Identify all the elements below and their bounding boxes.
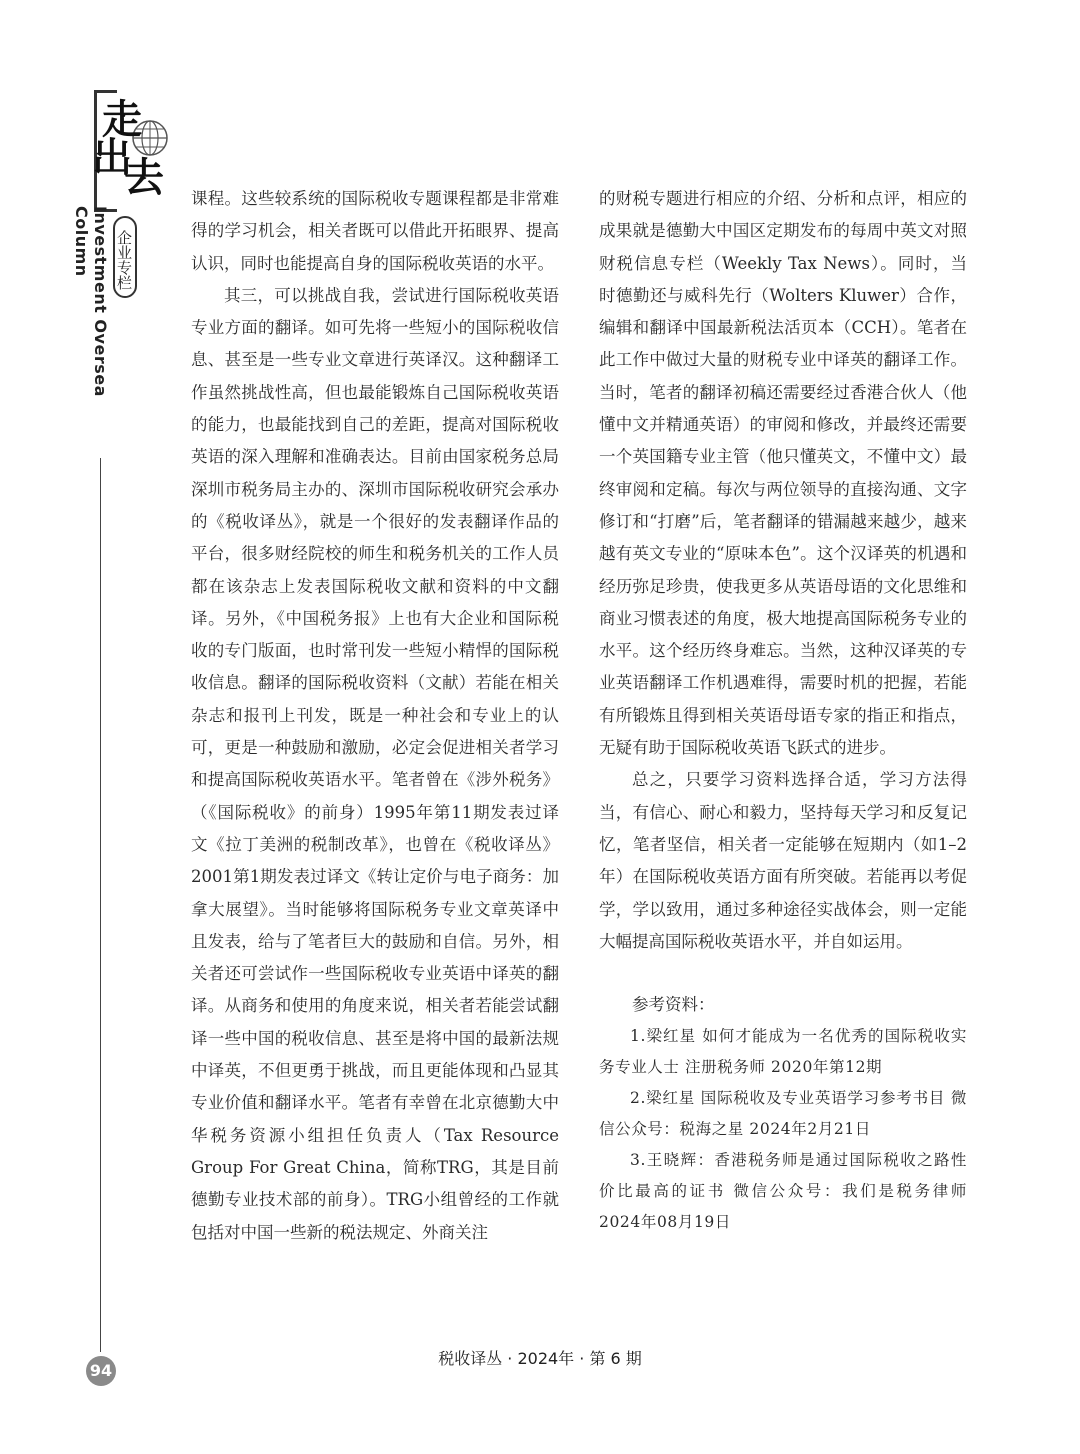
paragraph: 的财税专题进行相应的介绍、分析和点评，相应的成果就是德勤大中国区定期发布的每周中英文对照财税信息专栏（Weekly Tax News）。同时，当时德勤还与威科先行（Wolters Kluwer）合作，编辑和翻译中国最新税法活页本（CCH）。笔者在此工作中做过大量的财税专业中译英的翻译工作。当时，笔者的翻译初稿还需要经过香港合伙人（他懂中文并精通英语）的审阅和修改，并最终还需要一个英国籍专业主管（他只懂英文，不懂中文）最终审阅和定稿。每次与两位领导的直接沟通、文字修订和“打磨”后，笔者翻译的错漏越来越少，越来越有英文专业的“原味本色”。这个汉译英的机遇和经历弥足珍贵，使我更多从英语母语的文化思维和商业习惯表述的角度，极大地提高国际税务专业的水平。这个经历终身难忘。当然，这种汉译英的专业英语翻译工作机遇难得，需要时机的把握，若能有所锻炼且得到相关英语母语专家的指正和指点，无疑有助于国际税收英语飞跃式的进步。	[599, 189, 967, 758]
paragraph: 其三，可以挑战自我，尝试进行国际税收英语专业方面的翻译。如可先将一些短小的国际税收信息、甚至是一些专业文章进行英译汉。这种翻译工作虽然挑战性高，但也最能锻炼自己国际税收英语的能力，也最能找到自己的差距，提高对国际税收英语的深入理解和准确表达。目前由国家税务总局深圳市税务局主办的、深圳市国际税收研究会承办的《税收译丛》，就是一个很好的发表翻译作品的平台，很多财经院校的师生和税务机关的工作人员都在该杂志上发表国际税收文献和资料的中文翻译。另外，《中国税务报》上也有大企业和国际税收的专门版面，也时常刊发一些短小精悍的国际税收信息。翻译的国际税收资料（文献）若能在相关杂志和报刊上刊发，既是一种社会和专业上的认可，更是一种鼓励和激励，必定会促进相关者学习和提高国际税收英语水平。笔者曾在《涉外税务》（《国际税收》的前身）1995年第11期发表过译文《拉丁美洲的税制改革》，也曾在《税收译丛》2001第1期发表过译文《转让定价与电子商务：加拿大展望》。当时能够将国际税务专业文章英译中且发表，给与了笔者巨大的鼓励和自信。另外，相关者还可尝试作一些国际税收专业英语中译英的翻译。从商务和使用的角度来说，相关者若能尝试翻译一些中国的税收信息、甚至是将中国的最新法规中译英，不但更勇于挑战，而且更能体现和凸显其专业价值和翻译水平。笔者有幸曾在北京德勤大中华税务资源小组担任负责人（Tax Resource Group For Great China，简称TRG，其是目前德勤专业技术部的前身）。TRG小组曾经的工作就包括对中国一些新的税法规定、外商关注	[191, 285, 559, 1242]
references	[599, 989, 967, 1238]
logo-char-2: 出	[92, 134, 132, 181]
column-tag-cn: 企业专栏	[113, 216, 137, 298]
reference-item: 1.梁红星 如何才能成为一名优秀的国际税收实务专业人士 注册税务师 2020年第12期	[599, 1027, 967, 1077]
page-number: 94	[86, 1356, 116, 1386]
paragraph: 总之，只要学习资料选择合适，学习方法得当，有信心、耐心和毅力，坚持每天学习和反复记忆，笔者坚信，相关者一定能够在短期内（如1–2年）在国际税收英语方面有所突破。若能再以考促学，学以致用，通过多种途径实战体会，则一定能大幅提高国际税收英语水平，并自如运用。	[599, 770, 967, 951]
paragraph: 课程。这些较系统的国际税收专题课程都是非常难得的学习机会，相关者既可以借此开拓眼界、提高认识，同时也能提高自身的国际税收英语的水平。	[191, 189, 559, 273]
column-logo	[84, 90, 164, 210]
reference-item: 3.王晓辉：香港税务师是通过国际税收之路性价比最高的证书 微信公众号：我们是税务律师 2024年08月19日	[599, 1151, 967, 1232]
logo-char-3: 去	[124, 154, 164, 201]
reference-item: 2.梁红星 国际税收及专业英语学习参考书目 微信公众号：税海之星 2024年2月21日	[599, 1089, 967, 1139]
logo-char-1: 走	[102, 96, 142, 143]
page-footer: 税收译丛 · 2024年 · 第 6 期	[438, 1349, 642, 1368]
right-column	[599, 183, 967, 1238]
column-title-en: Investment Oversea Column	[72, 206, 110, 397]
margin-rule	[100, 458, 101, 1352]
references-title: 参考资料：	[632, 995, 715, 1015]
left-column	[191, 183, 559, 1249]
